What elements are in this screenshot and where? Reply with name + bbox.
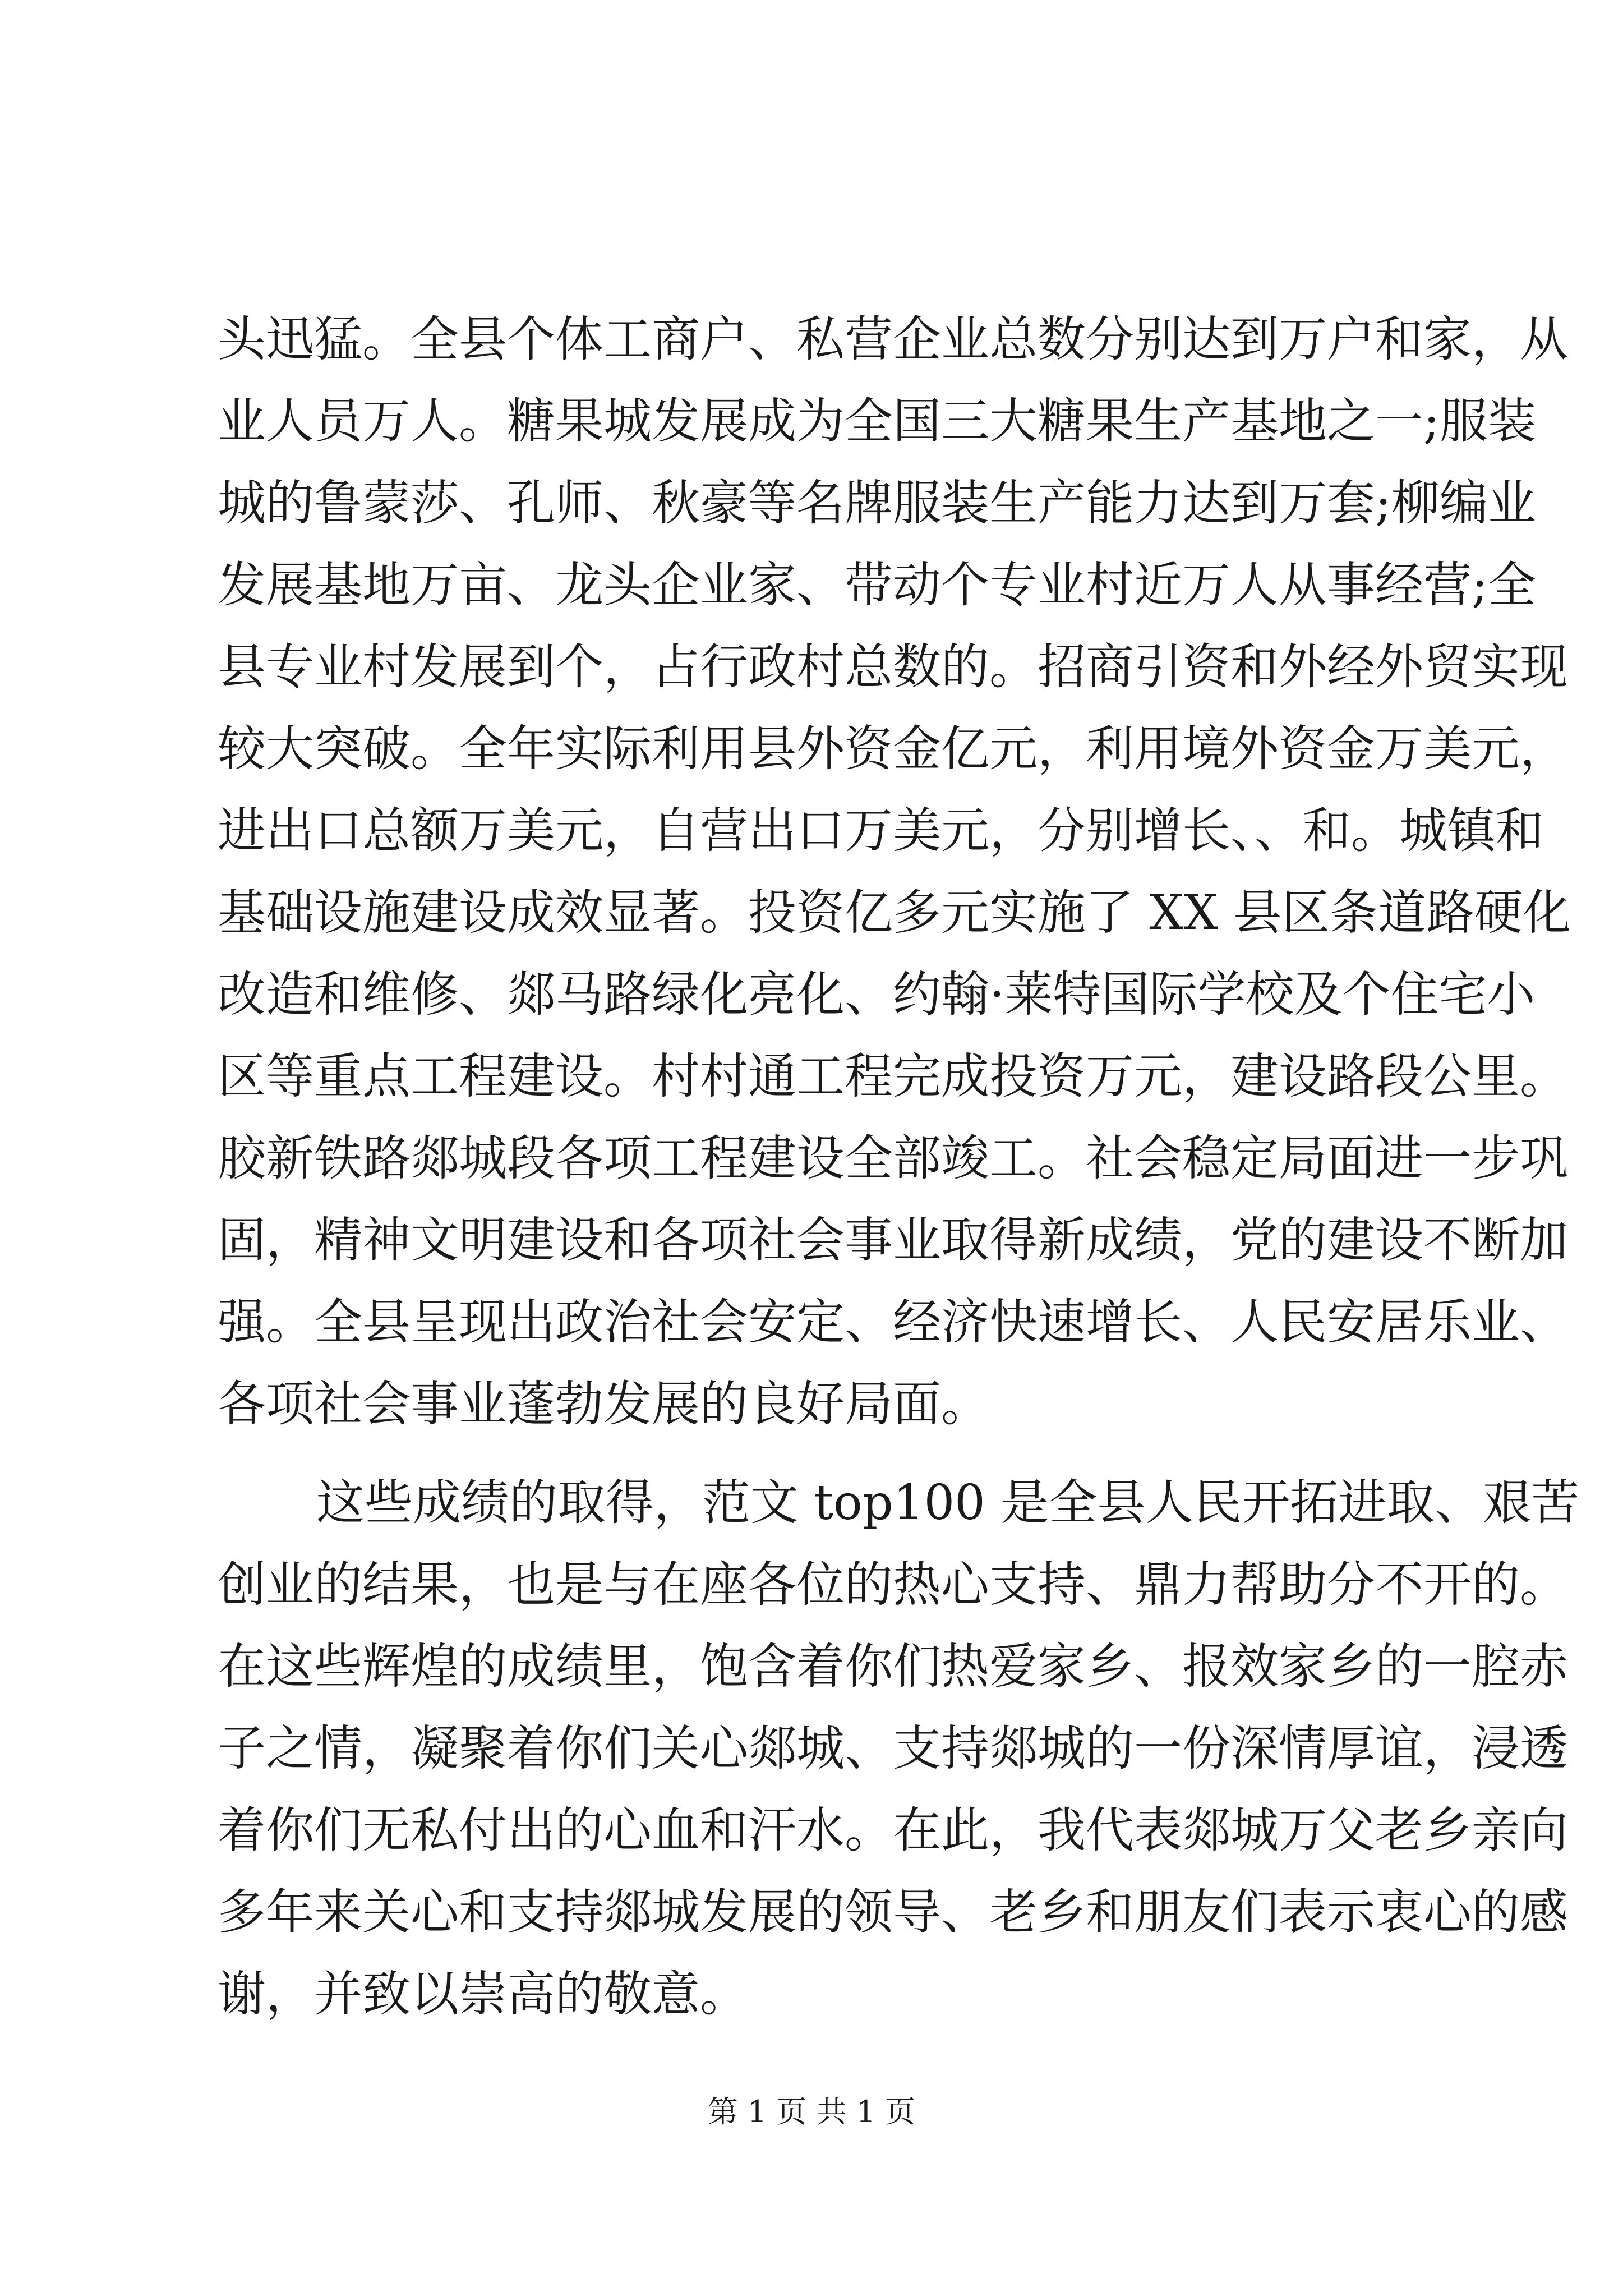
paragraph-2 <box>218 1462 1580 2035</box>
text-line: 城的鲁蒙莎、孔师、秋豪等名牌服装生产能力达到万套;柳编业 <box>218 475 1536 531</box>
text-line: 较大突破。全年实际利用县外资金亿元，利用境外资金万美元， <box>218 721 1568 777</box>
text-line: 县专业村发展到个，占行政村总数的。招商引资和外经外贸实现 <box>218 639 1568 695</box>
text-line: 固，精神文明建设和各项社会事业取得新成绩，党的建设不断加 <box>218 1212 1568 1268</box>
page-footer: 第 1 页 共 1 页 <box>707 2094 916 2129</box>
text-line: 业人员万人。糖果城发展成为全国三大糖果生产基地之一;服装 <box>218 393 1536 449</box>
paragraph-1 <box>218 298 1571 1445</box>
text-line: 区等重点工程建设。村村通工程完成投资万元，建设路段公里。 <box>218 1048 1568 1105</box>
text-line: 改造和维修、郯马路绿化亮化、约翰·莱特国际学校及个住宅小 <box>218 967 1536 1023</box>
text-line: 在这些辉煌的成绩里，饱含着你们热爱家乡、报效家乡的一腔赤 <box>218 1639 1568 1695</box>
text-line: 创业的结果，也是与在座各位的热心支持、鼎力帮助分不开的。 <box>218 1557 1568 1613</box>
text-line: 发展基地万亩、龙头企业家、带动个专业村近万人从事经营;全 <box>218 557 1536 613</box>
body-text <box>218 298 1580 2035</box>
text-line: 着你们无私付出的心血和汗水。在此，我代表郯城万父老乡亲向 <box>218 1802 1568 1858</box>
text-line: 基础设施建设成效显著。投资亿多元实施了 XX 县区条道路硬化 <box>218 885 1571 941</box>
text-line: 子之情，凝聚着你们关心郯城、支持郯城的一份深情厚谊，浸透 <box>218 1720 1568 1777</box>
text-line: 各项社会事业蓬勃发展的良好局面。 <box>218 1376 989 1432</box>
text-line: 多年来关心和支持郯城发展的领导、老乡和朋友们表示衷心的感 <box>218 1884 1568 1940</box>
paragraph-gap <box>218 1445 1446 1462</box>
text-line: 胶新铁路郯城段各项工程建设全部竣工。社会稳定局面进一步巩 <box>218 1130 1568 1186</box>
text-line: 这些成绩的取得，范文 top100 是全县人民开拓进取、艰苦 <box>316 1475 1580 1531</box>
text-line: 进出口总额万美元，自营出口万美元，分别增长、、和。城镇和 <box>218 803 1544 859</box>
text-line: 谢，并致以崇高的敬意。 <box>218 1966 748 2022</box>
text-line: 强。全县呈现出政治社会安定、经济快速增长、人民安居乐业、 <box>218 1294 1568 1350</box>
text-line: 头迅猛。全县个体工商户、私营企业总数分别达到万户和家，从 <box>218 311 1568 367</box>
